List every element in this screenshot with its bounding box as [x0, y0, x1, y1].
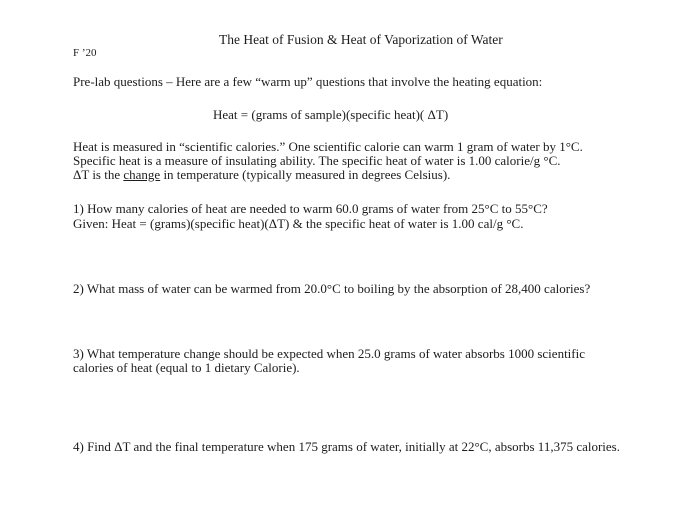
paragraph-line-3	[73, 167, 450, 183]
paragraph-line-1: Heat is measured in “scientific calories.” One scientific calorie can warm 1 gram of water by 1°C.	[73, 139, 583, 154]
question-3-line-2: calories of heat (equal to 1 dietary Calorie).	[73, 360, 300, 375]
paragraph-line-3-end: in temperature (typically measured in degrees Celsius).	[160, 167, 451, 182]
heating-equation: Heat = (grams of sample)(specific heat)( ΔT)	[213, 107, 449, 122]
paragraph-line-2: Specific heat is a measure of insulating ability. The specific heat of water is 1.00 calorie/g °C.	[73, 153, 561, 168]
paragraph-line-3-start: ΔT is the	[73, 167, 124, 182]
question-2: 2) What mass of water can be warmed from 20.0°C to boiling by the absorption of 28,400 calories?	[73, 281, 591, 296]
question-3-line-1: 3) What temperature change should be expected when 25.0 grams of water absorbs 1000 scientific	[73, 346, 586, 361]
question-4: 4) Find ΔT and the final temperature when 175 grams of water, initially at 22°C, absorbs 11,375 calories.	[73, 439, 620, 454]
term-label: F ’20	[73, 47, 97, 59]
page-title: The Heat of Fusion & Heat of Vaporization of Water	[219, 32, 503, 47]
question-1: 1) How many calories of heat are needed to warm 60.0 grams of water from 25°C to 55°C?	[73, 201, 548, 216]
intro-text: Pre-lab questions – Here are a few “warm up” questions that involve the heating equation:	[73, 74, 543, 89]
change-underlined-word: change	[123, 167, 161, 182]
question-1-given: Given: Heat = (grams)(specific heat)(ΔT) & the specific heat of water is 1.00 cal/g °C.	[73, 216, 524, 231]
